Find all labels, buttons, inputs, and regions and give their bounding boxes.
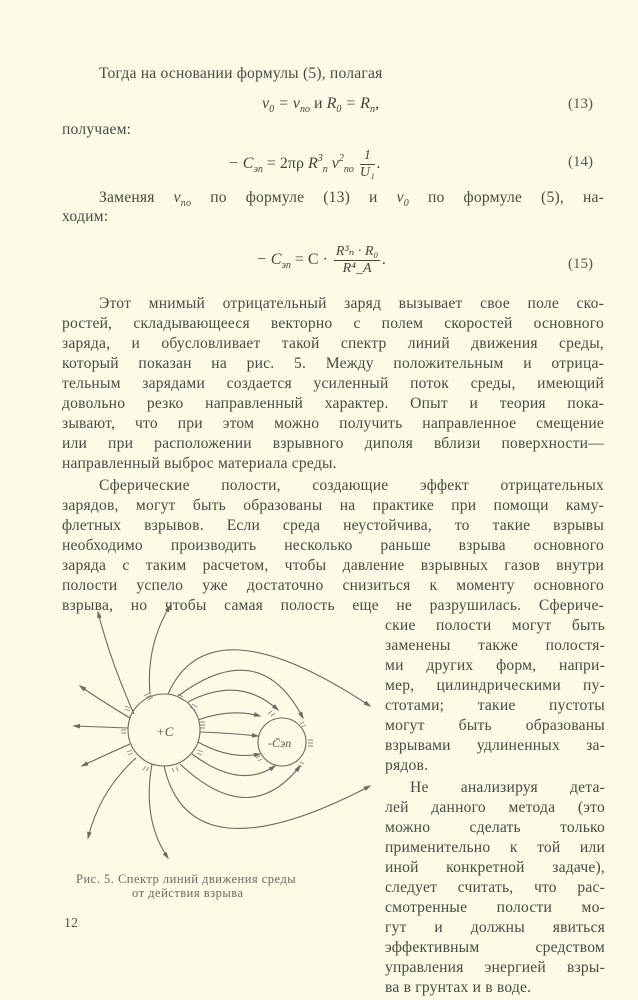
column-line: ми других форм, напри- [385,657,605,674]
column-line: стотами; такие пустоты [385,697,605,714]
column-line: применительно к той или [385,839,605,856]
column-line: управления энергией взры- [385,959,605,976]
paragraph-1-line: который показан на рис. 5. Между положительным и отрица- [62,355,604,372]
column-line: ские полости могут быть [385,617,605,634]
replace-line-1: Заменяя $v_{по}$ по формуле (13) и $v_0$ по формуле (5), на- [99,189,604,209]
figure-caption-line-2: от действия взрыва [132,886,244,900]
column-line: иной конкретной задаче), [385,859,605,876]
replace-line-2: ходим: [62,208,109,225]
intro-line: Тогда на основании формулы (5), полагая [99,65,383,82]
paragraph-1-line: Этот мнимый отрицательный заряд вызывает свое поле ско- [99,295,604,312]
equation-14: − $C_{эп} = 2\pi\rho$ $R^3_п$ $v^2_{по}$ $\frac{1}{\text{U₁}}$ . [228,148,381,180]
paragraph-2-line: полости успело уже достаточно снизиться к моменту основного [62,577,604,594]
column-line: гут и должны явиться [385,919,605,936]
negative-charge-label: -C̄эп [268,736,292,750]
paragraph-2-line: взрыва, но чтобы самая полость еще не разрушилась. Сфериче- [62,597,604,614]
positive-charge-label: +C [156,724,174,739]
paragraph-1-line: направленный выброс материала среды. [62,455,337,472]
paragraph-2-line: заряда с таким расчетом, чтобы давление взрывных газов внутри [62,557,604,574]
column-line: заменены также полостя- [385,637,605,654]
paragraph-2-line: Сферические полости, создающие эффект отрицательных [99,477,604,494]
paragraph-2-line: зарядов, могут быть образованы на практике при помощи каму- [62,497,604,514]
paragraph-1-line: или при расположении взрывного диполя вблизи поверхности— [62,435,604,452]
column-line: можно сделать только [385,819,605,836]
equation-13-number: (13) [568,96,593,112]
column-line: рядов. [385,757,429,774]
column-line: ва в грунтах и в воде. [385,979,532,996]
paragraph-1-line: тельным зарядами создается усиленный поток среды, имеющий [62,375,604,392]
obtain-line: получаем: [62,121,132,138]
column-line: взрывами удлиненных за- [385,737,605,754]
column-line: мер, цилиндрическими пу- [385,677,605,694]
equation-15: − $C_{эп} = C$ · $\frac{\text{R³ₙ · R₀}}{\text{R⁴\_A}}$ . [256,244,387,276]
equation-13: $v_0 = v_{по}$ и $R_0 = R_п$, [262,95,379,115]
paragraph-1-line: зывают, что при этом можно получить направленное смещение [62,415,604,432]
column-line: смотренные полости мо- [385,899,605,916]
column-line: Не анализируя дета- [410,779,605,796]
paragraph-1-line: ростей, складывающееся векторно с полем скоростей основного [62,315,604,332]
paragraph-1-line: заряда, и обусловливает такой спектр линий движения среды, [62,335,604,352]
paragraph-2-line: необходимо производить несколько раньше взрыва основного [62,537,604,554]
equation-14-number: (14) [568,154,593,170]
figure-5-flow-lines-diagram [60,590,380,870]
column-line: могут быть образованы [385,717,605,734]
equation-15-number: (15) [568,256,593,272]
paragraph-2-line: флетных взрывов. Если среда неустойчива, то такие взрывы [62,517,604,534]
column-line: эффективным средством [385,939,605,956]
column-line: следует считать, что рас- [385,879,605,896]
paragraph-1-line: довольно резко направленный характер. Опыт и теория пока- [62,395,604,412]
page-number: 12 [64,916,78,931]
figure-caption-line-1: Рис. 5. Спектр линий движения среды [76,872,297,886]
column-line: лей данного метода (это [385,799,605,816]
